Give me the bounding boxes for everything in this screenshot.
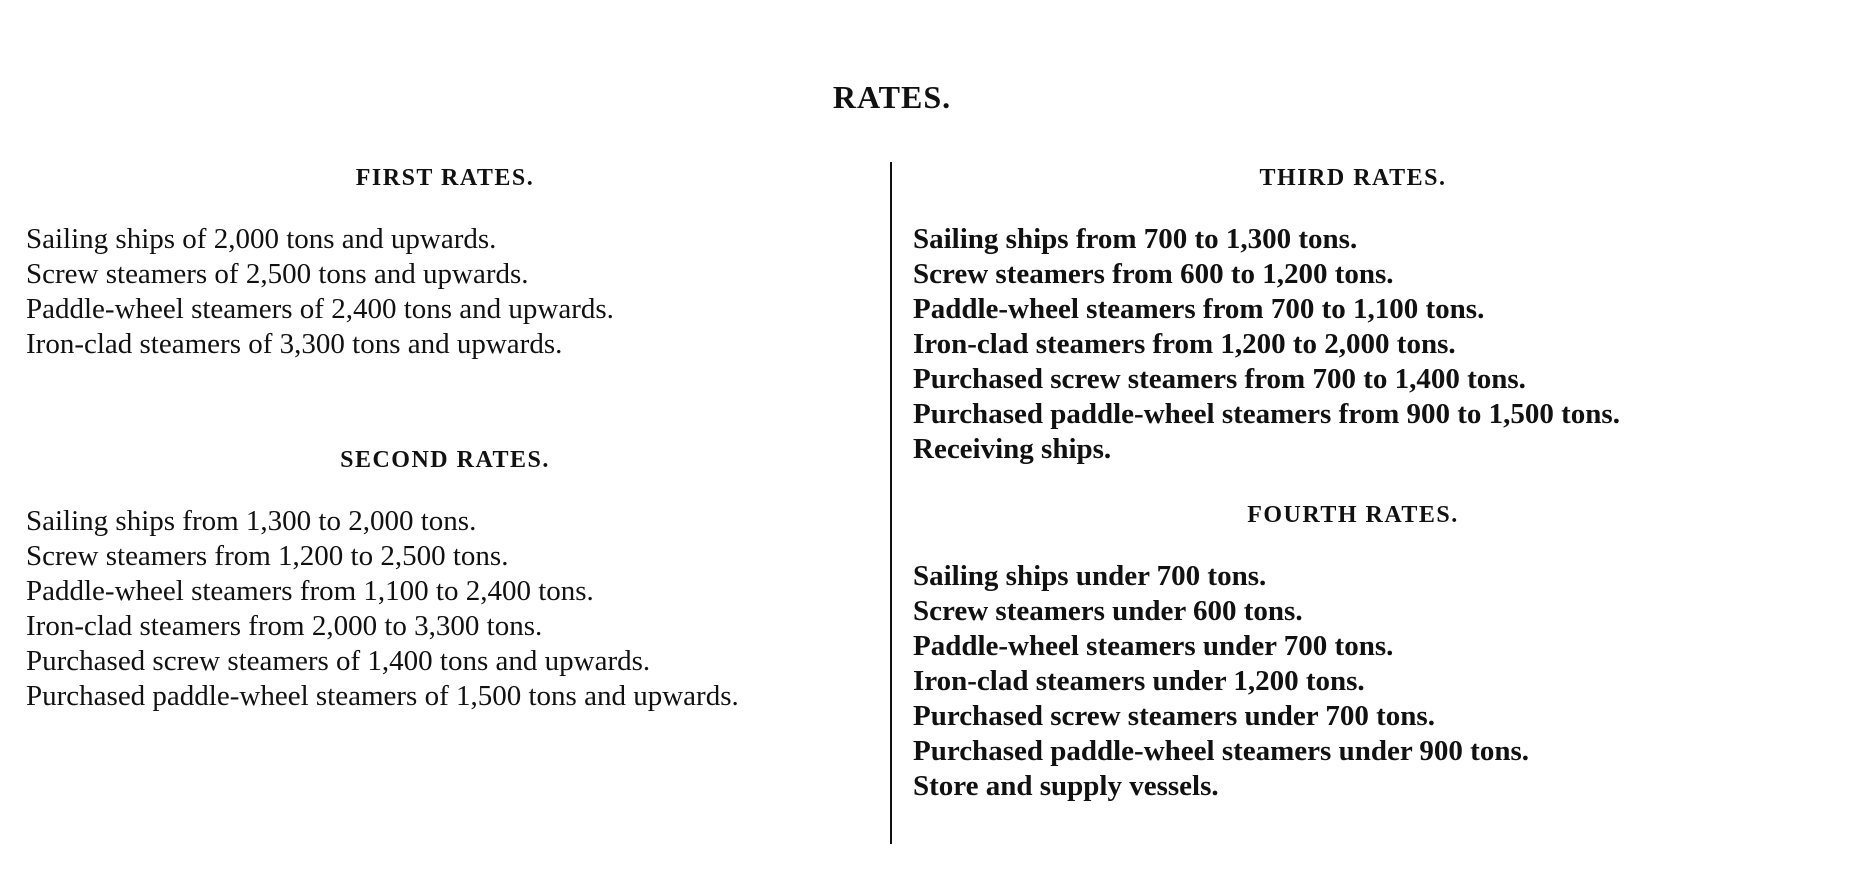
list-item: Iron-clad steamers from 2,000 to 3,300 tons.	[26, 610, 543, 642]
list-item: Screw steamers of 2,500 tons and upwards.	[26, 258, 529, 290]
list-item: Purchased screw steamers under 700 tons.	[913, 700, 1435, 732]
list-item: Purchased screw steamers of 1,400 tons and upwards.	[26, 645, 651, 677]
list-item: Paddle-wheel steamers from 700 to 1,100 tons.	[913, 293, 1485, 325]
list-item: Paddle-wheel steamers of 2,400 tons and upwards.	[26, 293, 614, 325]
second-rates-list	[26, 504, 864, 714]
section-third-rates	[913, 160, 1793, 467]
list-item: Paddle-wheel steamers from 1,100 to 2,400 tons.	[26, 575, 594, 607]
list-item: Iron-clad steamers under 1,200 tons.	[913, 665, 1365, 697]
list-item: Sailing ships from 700 to 1,300 tons.	[913, 223, 1358, 255]
column-divider	[890, 162, 892, 844]
list-item: Sailing ships from 1,300 to 2,000 tons.	[26, 505, 477, 537]
list-item: Receiving ships.	[913, 433, 1112, 465]
list-item: Screw steamers from 600 to 1,200 tons.	[913, 258, 1394, 290]
list-item: Iron-clad steamers from 1,200 to 2,000 tons.	[913, 328, 1456, 360]
section-fourth-rates	[913, 497, 1793, 804]
page-title: RATES.	[832, 79, 952, 116]
list-item: Sailing ships under 700 tons.	[913, 560, 1267, 592]
first-rates-list	[26, 222, 864, 362]
section-second-rates	[26, 442, 864, 714]
third-rates-list	[913, 222, 1793, 467]
list-item: Paddle-wheel steamers under 700 tons.	[913, 630, 1394, 662]
section-heading-second-rates: SECOND RATES.	[340, 447, 550, 473]
list-item: Purchased paddle-wheel steamers under 900 tons.	[913, 735, 1529, 767]
list-item: Purchased screw steamers from 700 to 1,400 tons.	[913, 363, 1526, 395]
left-column	[26, 160, 864, 714]
list-item: Iron-clad steamers of 3,300 tons and upwards.	[26, 328, 563, 360]
list-item: Screw steamers under 600 tons.	[913, 595, 1303, 627]
right-column	[913, 160, 1793, 804]
list-item: Purchased paddle-wheel steamers from 900 to 1,500 tons.	[913, 398, 1620, 430]
list-item: Purchased paddle-wheel steamers of 1,500 tons and upwards.	[26, 680, 739, 712]
list-item: Store and supply vessels.	[913, 770, 1219, 802]
fourth-rates-list	[913, 559, 1793, 804]
list-item: Screw steamers from 1,200 to 2,500 tons.	[26, 540, 509, 572]
section-heading-first-rates: FIRST RATES.	[355, 165, 535, 191]
section-heading-fourth-rates: FOURTH RATES.	[1247, 502, 1459, 528]
list-item: Sailing ships of 2,000 tons and upwards.	[26, 223, 497, 255]
section-first-rates	[26, 160, 864, 362]
section-heading-third-rates: THIRD RATES.	[1259, 165, 1447, 191]
